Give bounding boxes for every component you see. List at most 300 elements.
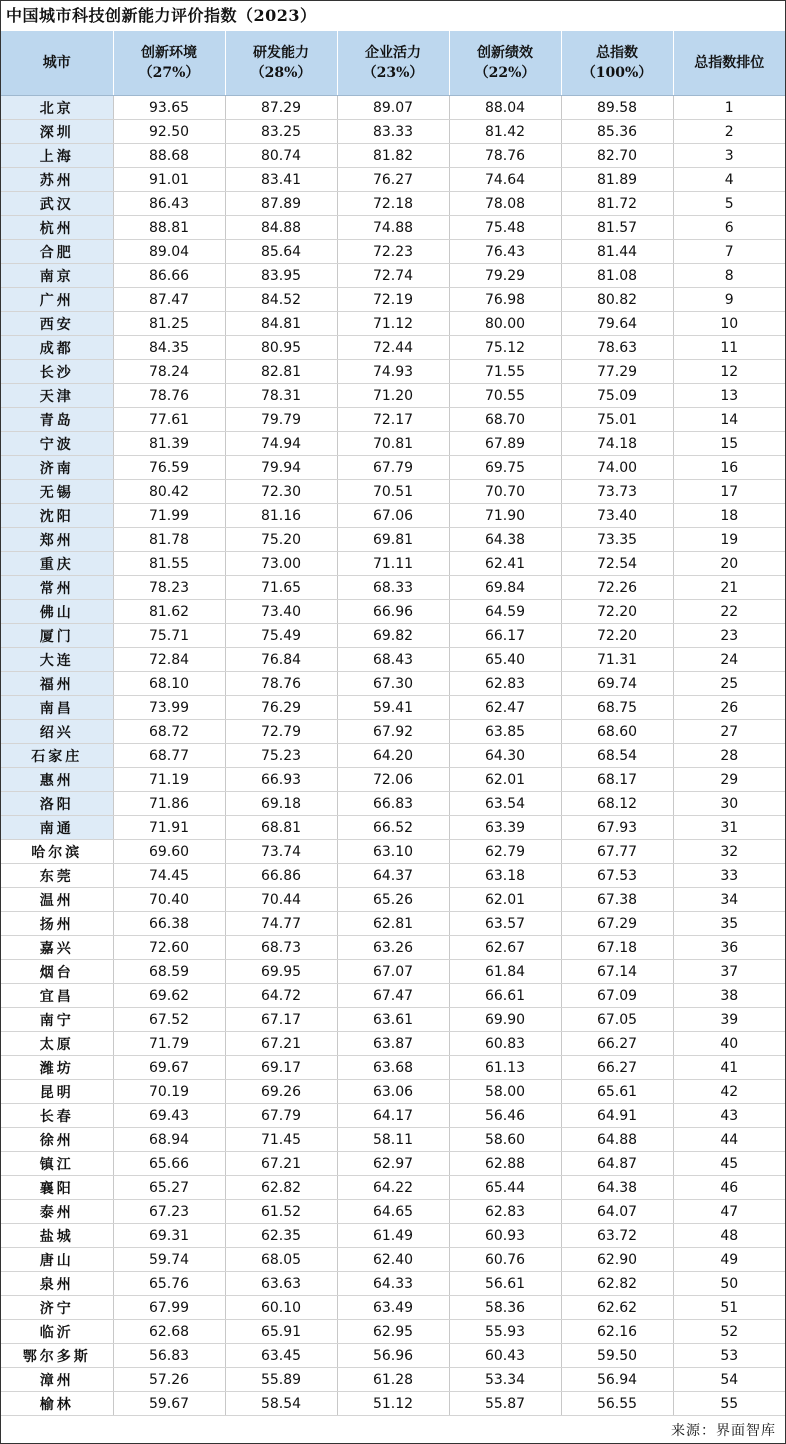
city-cell: 宁波 bbox=[1, 432, 113, 456]
value-cell: 15 bbox=[673, 432, 785, 456]
value-cell: 42 bbox=[673, 1080, 785, 1104]
city-cell: 福州 bbox=[1, 672, 113, 696]
value-cell: 74.88 bbox=[337, 216, 449, 240]
value-cell: 71.20 bbox=[337, 384, 449, 408]
value-cell: 60.76 bbox=[449, 1248, 561, 1272]
value-cell: 63.39 bbox=[449, 816, 561, 840]
value-cell: 68.05 bbox=[225, 1248, 337, 1272]
value-cell: 62.47 bbox=[449, 696, 561, 720]
table-row bbox=[1, 1176, 785, 1200]
value-cell: 72.54 bbox=[561, 552, 673, 576]
value-cell: 30 bbox=[673, 792, 785, 816]
column-header-label: 企业活力 bbox=[365, 45, 421, 61]
value-cell: 63.49 bbox=[337, 1296, 449, 1320]
value-cell: 64.38 bbox=[561, 1176, 673, 1200]
value-cell: 84.52 bbox=[225, 288, 337, 312]
value-cell: 76.43 bbox=[449, 240, 561, 264]
city-cell: 泉州 bbox=[1, 1272, 113, 1296]
value-cell: 82.81 bbox=[225, 360, 337, 384]
column-header-label: 总指数排位 bbox=[694, 55, 765, 71]
value-cell: 64.17 bbox=[337, 1104, 449, 1128]
value-cell: 67.77 bbox=[561, 840, 673, 864]
value-cell: 93.65 bbox=[113, 96, 225, 120]
value-cell: 83.95 bbox=[225, 264, 337, 288]
value-cell: 64.59 bbox=[449, 600, 561, 624]
value-cell: 72.26 bbox=[561, 576, 673, 600]
value-cell: 68.54 bbox=[561, 744, 673, 768]
value-cell: 14 bbox=[673, 408, 785, 432]
table-row bbox=[1, 1248, 785, 1272]
value-cell: 64.22 bbox=[337, 1176, 449, 1200]
table-body bbox=[1, 96, 785, 1416]
value-cell: 63.06 bbox=[337, 1080, 449, 1104]
city-cell: 潍坊 bbox=[1, 1056, 113, 1080]
value-cell: 2 bbox=[673, 120, 785, 144]
value-cell: 84.81 bbox=[225, 312, 337, 336]
value-cell: 67.47 bbox=[337, 984, 449, 1008]
value-cell: 70.19 bbox=[113, 1080, 225, 1104]
value-cell: 35 bbox=[673, 912, 785, 936]
value-cell: 60.43 bbox=[449, 1344, 561, 1368]
table-row bbox=[1, 864, 785, 888]
column-header-label: 研发能力 bbox=[253, 45, 309, 61]
value-cell: 74.93 bbox=[337, 360, 449, 384]
value-cell: 86.66 bbox=[113, 264, 225, 288]
value-cell: 65.91 bbox=[225, 1320, 337, 1344]
value-cell: 18 bbox=[673, 504, 785, 528]
value-cell: 75.20 bbox=[225, 528, 337, 552]
table-row bbox=[1, 1320, 785, 1344]
value-cell: 64.87 bbox=[561, 1152, 673, 1176]
column-header bbox=[449, 31, 561, 96]
value-cell: 77.29 bbox=[561, 360, 673, 384]
value-cell: 25 bbox=[673, 672, 785, 696]
value-cell: 67.89 bbox=[449, 432, 561, 456]
table-row bbox=[1, 1368, 785, 1392]
table-row bbox=[1, 1128, 785, 1152]
value-cell: 83.33 bbox=[337, 120, 449, 144]
value-cell: 69.82 bbox=[337, 624, 449, 648]
value-cell: 79.64 bbox=[561, 312, 673, 336]
column-header bbox=[113, 31, 225, 96]
value-cell: 81.89 bbox=[561, 168, 673, 192]
table-row bbox=[1, 432, 785, 456]
value-cell: 67.18 bbox=[561, 936, 673, 960]
table-row bbox=[1, 456, 785, 480]
column-header-label: 总指数 bbox=[596, 45, 638, 61]
value-cell: 65.76 bbox=[113, 1272, 225, 1296]
city-cell: 常州 bbox=[1, 576, 113, 600]
city-cell: 惠州 bbox=[1, 768, 113, 792]
city-cell: 长沙 bbox=[1, 360, 113, 384]
value-cell: 66.96 bbox=[337, 600, 449, 624]
table-row bbox=[1, 600, 785, 624]
value-cell: 73.00 bbox=[225, 552, 337, 576]
column-header-label: 创新环境 bbox=[141, 45, 197, 61]
value-cell: 69.90 bbox=[449, 1008, 561, 1032]
city-cell: 重庆 bbox=[1, 552, 113, 576]
value-cell: 3 bbox=[673, 144, 785, 168]
value-cell: 61.52 bbox=[225, 1200, 337, 1224]
value-cell: 69.81 bbox=[337, 528, 449, 552]
value-cell: 76.84 bbox=[225, 648, 337, 672]
value-cell: 75.09 bbox=[561, 384, 673, 408]
city-cell: 武汉 bbox=[1, 192, 113, 216]
value-cell: 81.57 bbox=[561, 216, 673, 240]
city-cell: 济宁 bbox=[1, 1296, 113, 1320]
value-cell: 68.12 bbox=[561, 792, 673, 816]
table-row bbox=[1, 480, 785, 504]
table-row bbox=[1, 312, 785, 336]
value-cell: 67.21 bbox=[225, 1032, 337, 1056]
value-cell: 75.48 bbox=[449, 216, 561, 240]
value-cell: 72.23 bbox=[337, 240, 449, 264]
value-cell: 84.35 bbox=[113, 336, 225, 360]
city-cell: 苏州 bbox=[1, 168, 113, 192]
table-row bbox=[1, 552, 785, 576]
value-cell: 63.61 bbox=[337, 1008, 449, 1032]
value-cell: 61.28 bbox=[337, 1368, 449, 1392]
value-cell: 28 bbox=[673, 744, 785, 768]
value-cell: 44 bbox=[673, 1128, 785, 1152]
value-cell: 69.18 bbox=[225, 792, 337, 816]
value-cell: 59.41 bbox=[337, 696, 449, 720]
city-cell: 北京 bbox=[1, 96, 113, 120]
value-cell: 37 bbox=[673, 960, 785, 984]
city-cell: 哈尔滨 bbox=[1, 840, 113, 864]
value-cell: 69.74 bbox=[561, 672, 673, 696]
value-cell: 62.81 bbox=[337, 912, 449, 936]
value-cell: 57.26 bbox=[113, 1368, 225, 1392]
value-cell: 74.94 bbox=[225, 432, 337, 456]
value-cell: 5 bbox=[673, 192, 785, 216]
column-header bbox=[225, 31, 337, 96]
value-cell: 71.19 bbox=[113, 768, 225, 792]
value-cell: 67.79 bbox=[225, 1104, 337, 1128]
city-cell: 徐州 bbox=[1, 1128, 113, 1152]
city-cell: 鄂尔多斯 bbox=[1, 1344, 113, 1368]
value-cell: 61.84 bbox=[449, 960, 561, 984]
value-cell: 70.51 bbox=[337, 480, 449, 504]
city-cell: 佛山 bbox=[1, 600, 113, 624]
value-cell: 51.12 bbox=[337, 1392, 449, 1416]
city-cell: 襄阳 bbox=[1, 1176, 113, 1200]
value-cell: 31 bbox=[673, 816, 785, 840]
table-row bbox=[1, 1344, 785, 1368]
value-cell: 24 bbox=[673, 648, 785, 672]
value-cell: 74.45 bbox=[113, 864, 225, 888]
value-cell: 67.14 bbox=[561, 960, 673, 984]
value-cell: 62.83 bbox=[449, 1200, 561, 1224]
table-row bbox=[1, 192, 785, 216]
value-cell: 67.38 bbox=[561, 888, 673, 912]
value-cell: 67.79 bbox=[337, 456, 449, 480]
value-cell: 67.92 bbox=[337, 720, 449, 744]
value-cell: 26 bbox=[673, 696, 785, 720]
value-cell: 63.87 bbox=[337, 1032, 449, 1056]
value-cell: 72.20 bbox=[561, 600, 673, 624]
value-cell: 59.50 bbox=[561, 1344, 673, 1368]
value-cell: 59.67 bbox=[113, 1392, 225, 1416]
value-cell: 62.83 bbox=[449, 672, 561, 696]
value-cell: 74.64 bbox=[449, 168, 561, 192]
city-cell: 东莞 bbox=[1, 864, 113, 888]
value-cell: 80.82 bbox=[561, 288, 673, 312]
value-cell: 70.81 bbox=[337, 432, 449, 456]
value-cell: 10 bbox=[673, 312, 785, 336]
value-cell: 81.72 bbox=[561, 192, 673, 216]
value-cell: 56.94 bbox=[561, 1368, 673, 1392]
value-cell: 63.57 bbox=[449, 912, 561, 936]
value-cell: 72.79 bbox=[225, 720, 337, 744]
table-row bbox=[1, 1200, 785, 1224]
value-cell: 75.12 bbox=[449, 336, 561, 360]
value-cell: 73.74 bbox=[225, 840, 337, 864]
table-row bbox=[1, 120, 785, 144]
value-cell: 69.26 bbox=[225, 1080, 337, 1104]
value-cell: 20 bbox=[673, 552, 785, 576]
city-cell: 合肥 bbox=[1, 240, 113, 264]
value-cell: 55.87 bbox=[449, 1392, 561, 1416]
value-cell: 89.58 bbox=[561, 96, 673, 120]
value-cell: 1 bbox=[673, 96, 785, 120]
value-cell: 12 bbox=[673, 360, 785, 384]
table-row bbox=[1, 288, 785, 312]
table-row bbox=[1, 1224, 785, 1248]
value-cell: 22 bbox=[673, 600, 785, 624]
value-cell: 71.86 bbox=[113, 792, 225, 816]
value-cell: 70.55 bbox=[449, 384, 561, 408]
value-cell: 78.76 bbox=[449, 144, 561, 168]
value-cell: 6 bbox=[673, 216, 785, 240]
city-cell: 南昌 bbox=[1, 696, 113, 720]
column-header-weight: （23%） bbox=[362, 65, 424, 81]
value-cell: 64.20 bbox=[337, 744, 449, 768]
value-cell: 72.20 bbox=[561, 624, 673, 648]
value-cell: 64.91 bbox=[561, 1104, 673, 1128]
value-cell: 62.01 bbox=[449, 768, 561, 792]
city-cell: 洛阳 bbox=[1, 792, 113, 816]
value-cell: 64.33 bbox=[337, 1272, 449, 1296]
table-row bbox=[1, 888, 785, 912]
value-cell: 62.88 bbox=[449, 1152, 561, 1176]
value-cell: 56.46 bbox=[449, 1104, 561, 1128]
value-cell: 71.11 bbox=[337, 552, 449, 576]
value-cell: 81.08 bbox=[561, 264, 673, 288]
value-cell: 58.54 bbox=[225, 1392, 337, 1416]
value-cell: 62.68 bbox=[113, 1320, 225, 1344]
value-cell: 69.31 bbox=[113, 1224, 225, 1248]
value-cell: 63.10 bbox=[337, 840, 449, 864]
value-cell: 66.61 bbox=[449, 984, 561, 1008]
value-cell: 68.43 bbox=[337, 648, 449, 672]
table-row bbox=[1, 672, 785, 696]
table-row bbox=[1, 1080, 785, 1104]
column-header-weight: （27%） bbox=[138, 65, 200, 81]
value-cell: 67.17 bbox=[225, 1008, 337, 1032]
value-cell: 62.97 bbox=[337, 1152, 449, 1176]
city-cell: 西安 bbox=[1, 312, 113, 336]
value-cell: 32 bbox=[673, 840, 785, 864]
value-cell: 64.72 bbox=[225, 984, 337, 1008]
value-cell: 84.88 bbox=[225, 216, 337, 240]
table-row bbox=[1, 360, 785, 384]
value-cell: 80.74 bbox=[225, 144, 337, 168]
value-cell: 63.26 bbox=[337, 936, 449, 960]
value-cell: 72.60 bbox=[113, 936, 225, 960]
column-header bbox=[337, 31, 449, 96]
table-row bbox=[1, 576, 785, 600]
value-cell: 67.30 bbox=[337, 672, 449, 696]
value-cell: 89.04 bbox=[113, 240, 225, 264]
value-cell: 80.42 bbox=[113, 480, 225, 504]
value-cell: 23 bbox=[673, 624, 785, 648]
value-cell: 85.36 bbox=[561, 120, 673, 144]
value-cell: 64.37 bbox=[337, 864, 449, 888]
value-cell: 67.52 bbox=[113, 1008, 225, 1032]
value-cell: 64.88 bbox=[561, 1128, 673, 1152]
value-cell: 46 bbox=[673, 1176, 785, 1200]
city-cell: 杭州 bbox=[1, 216, 113, 240]
column-header-weight: （22%） bbox=[474, 65, 536, 81]
value-cell: 60.10 bbox=[225, 1296, 337, 1320]
column-header bbox=[561, 31, 673, 96]
value-cell: 67.09 bbox=[561, 984, 673, 1008]
column-header bbox=[1, 31, 113, 96]
value-cell: 68.17 bbox=[561, 768, 673, 792]
value-cell: 73.40 bbox=[561, 504, 673, 528]
value-cell: 72.44 bbox=[337, 336, 449, 360]
value-cell: 67.99 bbox=[113, 1296, 225, 1320]
value-cell: 69.95 bbox=[225, 960, 337, 984]
value-cell: 65.61 bbox=[561, 1080, 673, 1104]
value-cell: 8 bbox=[673, 264, 785, 288]
value-cell: 87.47 bbox=[113, 288, 225, 312]
table-row bbox=[1, 1392, 785, 1416]
value-cell: 71.65 bbox=[225, 576, 337, 600]
value-cell: 64.30 bbox=[449, 744, 561, 768]
value-cell: 78.76 bbox=[225, 672, 337, 696]
table-row bbox=[1, 792, 785, 816]
table-row bbox=[1, 816, 785, 840]
table-row bbox=[1, 240, 785, 264]
value-cell: 76.27 bbox=[337, 168, 449, 192]
value-cell: 67.06 bbox=[337, 504, 449, 528]
table-row bbox=[1, 168, 785, 192]
value-cell: 89.07 bbox=[337, 96, 449, 120]
city-cell: 长春 bbox=[1, 1104, 113, 1128]
value-cell: 66.86 bbox=[225, 864, 337, 888]
value-cell: 16 bbox=[673, 456, 785, 480]
city-cell: 漳州 bbox=[1, 1368, 113, 1392]
value-cell: 68.33 bbox=[337, 576, 449, 600]
table-row bbox=[1, 912, 785, 936]
table-row bbox=[1, 984, 785, 1008]
table-row bbox=[1, 1056, 785, 1080]
value-cell: 55 bbox=[673, 1392, 785, 1416]
value-cell: 65.26 bbox=[337, 888, 449, 912]
value-cell: 73.73 bbox=[561, 480, 673, 504]
value-cell: 55.89 bbox=[225, 1368, 337, 1392]
value-cell: 81.39 bbox=[113, 432, 225, 456]
value-cell: 88.81 bbox=[113, 216, 225, 240]
column-header-label: 城市 bbox=[42, 55, 71, 71]
value-cell: 68.94 bbox=[113, 1128, 225, 1152]
value-cell: 58.11 bbox=[337, 1128, 449, 1152]
value-cell: 43 bbox=[673, 1104, 785, 1128]
value-cell: 91.01 bbox=[113, 168, 225, 192]
table-row bbox=[1, 1296, 785, 1320]
city-cell: 大连 bbox=[1, 648, 113, 672]
table-row bbox=[1, 1032, 785, 1056]
value-cell: 27 bbox=[673, 720, 785, 744]
value-cell: 21 bbox=[673, 576, 785, 600]
value-cell: 68.81 bbox=[225, 816, 337, 840]
value-cell: 79.94 bbox=[225, 456, 337, 480]
value-cell: 58.00 bbox=[449, 1080, 561, 1104]
table-row bbox=[1, 744, 785, 768]
value-cell: 63.54 bbox=[449, 792, 561, 816]
value-cell: 69.60 bbox=[113, 840, 225, 864]
value-cell: 72.17 bbox=[337, 408, 449, 432]
value-cell: 67.05 bbox=[561, 1008, 673, 1032]
value-cell: 80.00 bbox=[449, 312, 561, 336]
value-cell: 74.18 bbox=[561, 432, 673, 456]
city-cell: 泰州 bbox=[1, 1200, 113, 1224]
value-cell: 71.12 bbox=[337, 312, 449, 336]
value-cell: 11 bbox=[673, 336, 785, 360]
value-cell: 69.62 bbox=[113, 984, 225, 1008]
value-cell: 72.74 bbox=[337, 264, 449, 288]
value-cell: 64.38 bbox=[449, 528, 561, 552]
table-row bbox=[1, 384, 785, 408]
city-cell: 上海 bbox=[1, 144, 113, 168]
value-cell: 63.72 bbox=[561, 1224, 673, 1248]
city-cell: 南宁 bbox=[1, 1008, 113, 1032]
value-cell: 81.55 bbox=[113, 552, 225, 576]
value-cell: 65.27 bbox=[113, 1176, 225, 1200]
city-cell: 无锡 bbox=[1, 480, 113, 504]
value-cell: 81.16 bbox=[225, 504, 337, 528]
value-cell: 51 bbox=[673, 1296, 785, 1320]
value-cell: 62.82 bbox=[561, 1272, 673, 1296]
value-cell: 67.53 bbox=[561, 864, 673, 888]
table-header-row bbox=[1, 31, 785, 96]
value-cell: 71.45 bbox=[225, 1128, 337, 1152]
value-cell: 78.31 bbox=[225, 384, 337, 408]
value-cell: 66.93 bbox=[225, 768, 337, 792]
value-cell: 66.83 bbox=[337, 792, 449, 816]
table-row bbox=[1, 216, 785, 240]
value-cell: 75.23 bbox=[225, 744, 337, 768]
value-cell: 83.41 bbox=[225, 168, 337, 192]
value-cell: 55.93 bbox=[449, 1320, 561, 1344]
value-cell: 53 bbox=[673, 1344, 785, 1368]
ranking-table bbox=[1, 31, 785, 1416]
value-cell: 36 bbox=[673, 936, 785, 960]
value-cell: 48 bbox=[673, 1224, 785, 1248]
value-cell: 75.71 bbox=[113, 624, 225, 648]
value-cell: 62.67 bbox=[449, 936, 561, 960]
value-cell: 67.07 bbox=[337, 960, 449, 984]
value-cell: 17 bbox=[673, 480, 785, 504]
value-cell: 71.99 bbox=[113, 504, 225, 528]
value-cell: 47 bbox=[673, 1200, 785, 1224]
table-row bbox=[1, 528, 785, 552]
table-row bbox=[1, 648, 785, 672]
city-cell: 临沂 bbox=[1, 1320, 113, 1344]
value-cell: 9 bbox=[673, 288, 785, 312]
